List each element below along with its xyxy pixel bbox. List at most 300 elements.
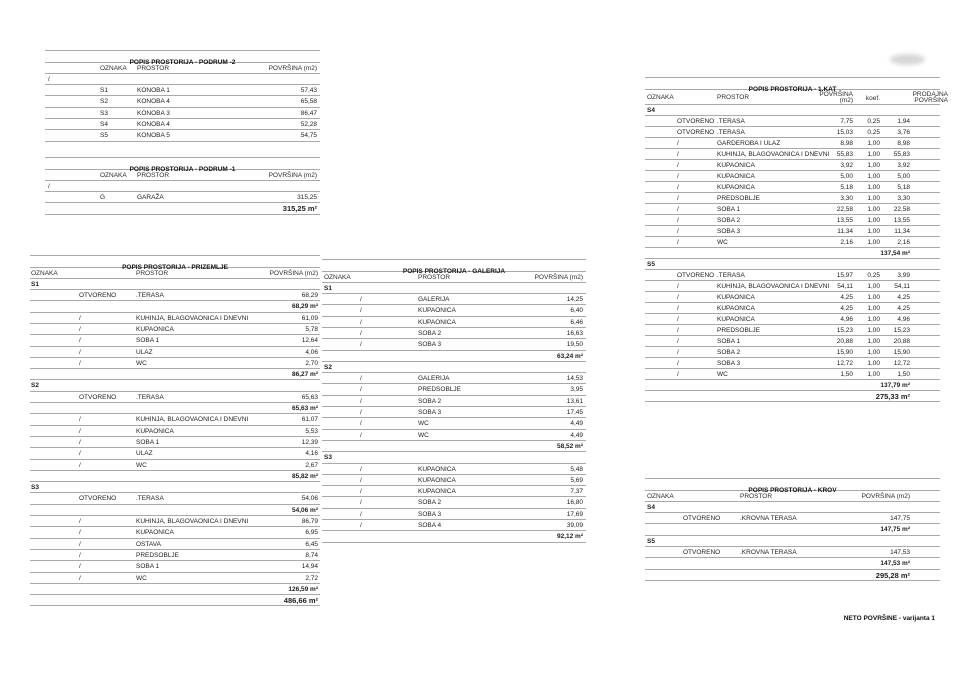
table-row xyxy=(45,85,320,96)
cell-prostor: .TERASA xyxy=(136,292,164,300)
table-row xyxy=(645,105,940,116)
cell-sale-area: 275,33 m² xyxy=(875,391,910,401)
cell-area: 65,58 xyxy=(300,98,317,106)
footer-note: NETO POVRŠINE - varijanta 1 xyxy=(843,615,935,622)
cell-sale-area: 4,25 xyxy=(897,304,910,312)
cell-area: 85,82 m² xyxy=(291,472,318,480)
cell-oznaka: S1 xyxy=(100,87,108,95)
table-row xyxy=(30,313,320,324)
table-title xyxy=(45,158,320,173)
table-body xyxy=(30,279,320,607)
table-title-text: POPIS PROSTORIJA - PRIZEMLJE xyxy=(122,264,228,271)
cell-sale-area: 13,55 xyxy=(893,216,910,224)
cell-area: 39,09 xyxy=(566,522,583,530)
header-koef: koef. xyxy=(865,94,880,102)
cell-prostor: SOBA 3 xyxy=(418,409,442,417)
table-row xyxy=(322,373,586,384)
cell-oznaka: S2 xyxy=(31,382,39,390)
table-row xyxy=(322,283,586,294)
table-row xyxy=(645,380,940,391)
cell-prostor: KUHINJA, BLAGOVAONICA I DNEVNI xyxy=(136,314,249,322)
table-row xyxy=(322,486,586,497)
cell-type: / xyxy=(677,172,679,180)
table-row xyxy=(645,226,940,237)
cell-type: OTVORENO xyxy=(79,292,117,300)
table-row xyxy=(322,509,586,520)
cell-area: 5,48 xyxy=(570,465,583,473)
table-row xyxy=(30,414,320,425)
cell-koef: 1,00 xyxy=(867,293,880,301)
cell-type: / xyxy=(677,326,679,334)
cell-prostor: PREDSOBLJE xyxy=(136,551,179,559)
header-prodajna-line1: PRODAJNA xyxy=(912,90,948,98)
header-prostor: PROSTOR xyxy=(740,492,773,500)
table-row xyxy=(45,203,320,214)
cell-type: / xyxy=(360,375,362,383)
cell-area: 2,72 xyxy=(305,574,318,582)
cell-type: / xyxy=(677,150,679,158)
cell-prostor: SOBA 3 xyxy=(418,341,442,349)
cell-prostor: KUPAONICA xyxy=(418,307,456,315)
cell-area: 14,25 xyxy=(566,296,583,304)
cell-sale-area: 15,23 xyxy=(893,326,910,334)
cell-type: / xyxy=(79,574,81,582)
cell-prostor: WC xyxy=(136,461,147,469)
cell-area: 54,06 xyxy=(301,495,318,503)
cell-koef: 1,00 xyxy=(867,348,880,356)
table-row xyxy=(45,192,320,203)
table-row xyxy=(30,369,320,380)
cell-type: / xyxy=(360,522,362,530)
table-row xyxy=(322,328,586,339)
cell-area: 7,37 xyxy=(570,488,583,496)
cell-area: 92,12 m² xyxy=(556,533,583,541)
cell-oznaka: S4 xyxy=(100,120,108,128)
cell-prostor: KUPAONICA xyxy=(418,465,456,473)
header-prostor: PROSTOR xyxy=(717,93,750,101)
table-row xyxy=(645,116,940,127)
cell-area: 15,03 xyxy=(836,128,853,136)
cell-area: 12,64 xyxy=(301,337,318,345)
cell-oznaka: S4 xyxy=(647,106,655,114)
table-row xyxy=(322,294,586,305)
cell-prostor: GALERIJA xyxy=(418,375,450,383)
table-title-text: POPIS PROSTORIJA - KROV xyxy=(748,487,837,494)
table-row xyxy=(322,497,586,508)
cell-sale-area: 8,98 xyxy=(897,139,910,147)
cell-sale-area: 1,50 xyxy=(897,370,910,378)
cell-area: 57,43 xyxy=(300,87,317,95)
table-row xyxy=(322,520,586,531)
table-header xyxy=(45,63,320,74)
table-row xyxy=(30,426,320,437)
cell-prostor: .TERASA xyxy=(717,128,745,136)
cell-type: / xyxy=(360,465,362,473)
table-row xyxy=(30,392,320,403)
table-row xyxy=(645,303,940,314)
cell-prostor: KUPAONICA xyxy=(418,476,456,484)
cell-sale-area: 3,92 xyxy=(897,161,910,169)
cell-koef: 1,00 xyxy=(867,172,880,180)
header-prodajna-line2: POVRŠINA xyxy=(914,97,948,104)
header-prostor: PROSTOR xyxy=(136,269,169,277)
cell-area: 65,63 m² xyxy=(291,405,318,413)
cell-sale-area: 5,18 xyxy=(897,183,910,191)
header-oznaka: OZNAKA xyxy=(647,93,674,101)
cell-type: OTVORENO xyxy=(79,393,117,401)
table-header xyxy=(645,90,948,105)
cell-prostor: PREDSOBLJE xyxy=(418,386,461,394)
cell-prostor: GALERIJA xyxy=(418,296,450,304)
cell-area: 17,69 xyxy=(566,510,583,518)
cell-area: 15,97 xyxy=(836,271,853,279)
cell-type: / xyxy=(79,348,81,356)
cell-type: / xyxy=(677,370,679,378)
cell-prostor: PREDSOBLJE xyxy=(717,326,760,334)
table-header xyxy=(322,272,586,283)
table-body xyxy=(45,74,320,142)
table-row xyxy=(322,351,586,362)
table-row xyxy=(30,561,320,572)
cell-area: 1,50 xyxy=(840,370,853,378)
cell-prostor: .TERASA xyxy=(717,271,745,279)
cell-sale-area: 4,25 xyxy=(897,293,910,301)
cell-sale-area: 22,58 xyxy=(893,205,910,213)
table-row xyxy=(322,452,586,463)
cell-prostor: KUPAONICA xyxy=(136,427,174,435)
cell-prostor: SOBA 2 xyxy=(418,397,442,405)
cell-prostor: KUPAONICA xyxy=(717,172,755,180)
table-body xyxy=(322,283,586,543)
cell-prostor: SOBA 3 xyxy=(717,359,741,367)
cell-type: / xyxy=(79,314,81,322)
cell-area: 2,70 xyxy=(305,359,318,367)
table-row xyxy=(322,339,586,350)
table-row xyxy=(645,369,940,380)
cell-type: / xyxy=(360,386,362,394)
header-povrsina: POVRŠINA (m2) xyxy=(269,269,318,277)
cell-prostor: .KROVNA TERASA xyxy=(740,515,797,523)
table-prizemlje xyxy=(30,255,320,606)
cell-koef: 1,00 xyxy=(867,337,880,345)
table-row xyxy=(645,558,940,569)
header-povrsina: POVRŠINA (m2) xyxy=(268,171,317,179)
cell-area: 147,75 m² xyxy=(880,526,910,534)
cell-koef: 1,00 xyxy=(867,282,880,290)
cell-area: 54,75 xyxy=(300,132,317,140)
cell-prostor: KONOBA 5 xyxy=(137,132,170,140)
cell-prostor: .KROVNA TERASA xyxy=(740,548,797,556)
table-row xyxy=(30,290,320,301)
cell-oznaka: S1 xyxy=(31,280,39,288)
table-row xyxy=(322,407,586,418)
header-povrsina-line1: POVRŠINA xyxy=(819,90,853,98)
cell-type: / xyxy=(677,348,679,356)
cell-prostor: SOBA 1 xyxy=(136,563,160,571)
cell-prostor: SOBA 1 xyxy=(717,205,741,213)
table-row xyxy=(45,108,320,119)
cell-area: 52,28 xyxy=(300,120,317,128)
table-row xyxy=(645,160,940,171)
cell-koef: 1,00 xyxy=(867,194,880,202)
table-row xyxy=(645,502,940,513)
cell-type: / xyxy=(360,318,362,326)
cell-type: / xyxy=(79,450,81,458)
cell-area: 7,75 xyxy=(840,117,853,125)
cell-sale-area: 1,94 xyxy=(897,117,910,125)
table-row xyxy=(645,314,940,325)
header-povrsina: POVRŠINA (m2) xyxy=(861,492,910,500)
cell-area: 63,24 m² xyxy=(556,352,583,360)
cell-sale-area: 11,34 xyxy=(894,227,910,235)
cell-sale-area: 12,72 xyxy=(893,359,910,367)
cell-prostor: KUHINJA, BLAGOVAONICA I DNEVNI xyxy=(717,282,830,290)
table-row xyxy=(30,448,320,459)
cell-prostor: GARDEROBA I ULAZ xyxy=(717,139,781,147)
cell-area: 17,45 xyxy=(566,409,583,417)
cell-prostor: KUHINJA, BLAGOVAONICA I DNEVNI xyxy=(136,416,249,424)
cell-sale-area: 5,00 xyxy=(897,172,910,180)
cell-area: 4,25 xyxy=(840,304,853,312)
cell-prostor: PREDSOBLJE xyxy=(717,194,760,202)
cell-koef: 1,00 xyxy=(867,238,880,246)
cell-area: 22,58 xyxy=(836,205,853,213)
cell-sale-area: 137,79 m² xyxy=(880,381,910,389)
cell-type: / xyxy=(79,563,81,571)
cell-prostor: SOBA 2 xyxy=(717,216,741,224)
table-header xyxy=(645,491,940,502)
cell-type: / xyxy=(79,551,81,559)
cell-area: 5,00 xyxy=(840,172,853,180)
table-row xyxy=(30,527,320,538)
table-row xyxy=(645,336,940,347)
cell-area: 4,16 xyxy=(305,450,318,458)
cell-oznaka: S5 xyxy=(100,132,108,140)
cell-area: 58,52 m² xyxy=(556,442,583,450)
cell-sale-area: 3,76 xyxy=(897,128,910,136)
cell-slash-marker: / xyxy=(48,182,50,190)
cell-area: 8,98 xyxy=(840,139,853,147)
cell-area: 3,92 xyxy=(840,161,853,169)
header-povrsina: POVRŠINA (m2) xyxy=(534,273,583,281)
cell-area: 86,27 m² xyxy=(291,371,318,379)
cell-area: 11,34 xyxy=(837,227,853,235)
table-row xyxy=(322,362,586,373)
table-body xyxy=(45,181,320,215)
table-row xyxy=(322,418,586,429)
cell-prostor: KONOBA 4 xyxy=(137,120,170,128)
cell-type: / xyxy=(79,438,81,446)
cell-area: 126,59 m² xyxy=(288,585,318,593)
cell-sale-area: 3,99 xyxy=(897,271,910,279)
cell-area: 6,45 xyxy=(305,540,318,548)
cell-koef: 1,00 xyxy=(867,315,880,323)
table-row xyxy=(322,531,586,542)
table-row xyxy=(645,570,940,581)
cell-area: 12,72 xyxy=(836,359,853,367)
cell-type: / xyxy=(79,518,81,526)
cell-prostor: KUPAONICA xyxy=(717,315,755,323)
cell-prostor: ULAZ xyxy=(136,450,153,458)
cell-prostor: .TERASA xyxy=(136,393,164,401)
cell-type: / xyxy=(79,461,81,469)
cell-area: 4,49 xyxy=(570,431,583,439)
cell-sale-area: 3,30 xyxy=(897,194,910,202)
cell-prostor: KUPAONICA xyxy=(136,529,174,537)
table-row xyxy=(645,182,940,193)
cell-prostor: KONOBA 3 xyxy=(137,109,170,117)
table-galerija xyxy=(322,259,586,543)
cell-prostor: KUPAONICA xyxy=(717,183,755,191)
table-krov xyxy=(645,478,940,581)
cell-type: / xyxy=(677,238,679,246)
cell-koef: 1,00 xyxy=(867,161,880,169)
header-povrsina-line2: (m2) xyxy=(839,97,853,104)
cell-area: 3,95 xyxy=(570,386,583,394)
cell-type: / xyxy=(79,359,81,367)
table-title-text: POPIS PROSTORIJA - PODRUM -2 xyxy=(129,59,236,66)
cell-area: 315,25 m² xyxy=(282,204,317,214)
cell-area: 2,67 xyxy=(305,461,318,469)
cell-type: / xyxy=(677,315,679,323)
cell-area: 86,79 xyxy=(301,518,318,526)
cell-area: 65,63 xyxy=(301,393,318,401)
cell-oznaka: S3 xyxy=(100,109,108,117)
cell-koef: 1,00 xyxy=(867,150,880,158)
header-oznaka: OZNAKA xyxy=(647,492,674,500)
cell-type: / xyxy=(360,341,362,349)
table-row xyxy=(30,380,320,391)
cell-type: / xyxy=(79,427,81,435)
table-title-text: POPIS PROSTORIJA - GALERIJA xyxy=(402,268,506,275)
table-podrum-1 xyxy=(45,157,320,215)
cell-area: 86,47 xyxy=(300,109,317,117)
table-header xyxy=(30,268,320,279)
table-row xyxy=(645,292,940,303)
cell-prostor: SOBA 2 xyxy=(717,348,741,356)
table-row xyxy=(45,119,320,130)
table-row xyxy=(645,138,940,149)
cell-type: / xyxy=(360,329,362,337)
cell-type: / xyxy=(360,409,362,417)
cell-area: 15,23 xyxy=(836,326,853,334)
table-row xyxy=(322,430,586,441)
cell-type: / xyxy=(677,161,679,169)
table-row xyxy=(322,305,586,316)
table-row xyxy=(645,248,940,259)
cell-prostor: WC xyxy=(136,359,147,367)
cell-koef: 1,00 xyxy=(867,304,880,312)
cell-sale-area: 2,16 xyxy=(897,238,910,246)
table-title xyxy=(645,78,940,93)
cell-type: / xyxy=(677,293,679,301)
cell-koef: 1,00 xyxy=(867,370,880,378)
table-row xyxy=(30,324,320,335)
cell-type: / xyxy=(360,307,362,315)
cell-area: 315,25 xyxy=(297,194,317,202)
cell-type: OTVORENO xyxy=(683,548,721,556)
table-1kat xyxy=(645,77,948,402)
cell-koef: 1,00 xyxy=(867,205,880,213)
table-row xyxy=(30,584,320,595)
cell-sale-area: 15,90 xyxy=(893,348,910,356)
cell-area: 55,83 xyxy=(836,150,853,158)
table-row xyxy=(45,130,320,141)
cell-area: 4,25 xyxy=(840,293,853,301)
cell-type: / xyxy=(79,416,81,424)
table-header xyxy=(45,170,320,181)
cell-oznaka: S1 xyxy=(324,284,332,292)
cell-area: 6,95 xyxy=(305,529,318,537)
table-row xyxy=(322,464,586,475)
cell-area: 68,29 m² xyxy=(291,303,318,311)
cell-area: 4,96 xyxy=(840,315,853,323)
cell-type: / xyxy=(360,510,362,518)
table-row xyxy=(645,215,940,226)
header-prodajna xyxy=(913,92,948,105)
cell-area: 6,46 xyxy=(570,318,583,326)
cell-koef: 1,00 xyxy=(867,183,880,191)
cell-area: 13,61 xyxy=(566,397,583,405)
cell-prostor: KONOBA 4 xyxy=(137,98,170,106)
cell-koef: 1,00 xyxy=(867,216,880,224)
cell-prostor: KUPAONICA xyxy=(418,318,456,326)
cell-type: / xyxy=(79,337,81,345)
header-oznaka: OZNAKA xyxy=(100,64,127,72)
cell-oznaka: S5 xyxy=(647,537,655,545)
cell-type: / xyxy=(677,304,679,312)
cell-koef: 0,25 xyxy=(867,271,880,279)
cell-prostor: SOBA 3 xyxy=(418,510,442,518)
table-row xyxy=(645,325,940,336)
table-title xyxy=(645,479,940,494)
cell-oznaka: S4 xyxy=(647,503,655,511)
cell-koef: 0,25 xyxy=(867,128,880,136)
cell-prostor: OSTAVA xyxy=(136,540,161,548)
cell-area: 14,53 xyxy=(566,375,583,383)
cell-prostor: .TERASA xyxy=(136,495,164,503)
table-row xyxy=(645,127,940,138)
cell-prostor: KONOBA 1 xyxy=(137,87,170,95)
cell-prostor: KUHINJA, BLAGOVAONICA I DNEVNI xyxy=(136,518,249,526)
table-podrum-2 xyxy=(45,50,320,142)
header-oznaka: OZNAKA xyxy=(31,269,58,277)
table-row xyxy=(30,505,320,516)
cell-type: / xyxy=(360,488,362,496)
cell-area: 14,94 xyxy=(301,563,318,571)
cell-oznaka: S2 xyxy=(324,363,332,371)
cell-koef: 1,00 xyxy=(867,359,880,367)
header-prostor: PROSTOR xyxy=(137,64,170,72)
cell-area: 6,40 xyxy=(570,307,583,315)
cell-area: 147,75 xyxy=(890,515,910,523)
cell-prostor: KUPAONICA xyxy=(717,161,755,169)
table-row xyxy=(322,396,586,407)
table-row xyxy=(645,524,940,535)
table-row xyxy=(645,193,940,204)
cell-prostor: WC xyxy=(717,370,728,378)
cell-type: OTVORENO xyxy=(79,495,117,503)
cell-area: 4,06 xyxy=(305,348,318,356)
cell-prostor: SOBA 2 xyxy=(418,499,442,507)
cell-type: OTVORENO xyxy=(677,128,715,136)
cell-area: 4,49 xyxy=(570,420,583,428)
table-row xyxy=(645,259,940,270)
table-body xyxy=(645,105,940,402)
table-row xyxy=(30,573,320,584)
table-row xyxy=(30,460,320,471)
cell-prostor: ULAZ xyxy=(136,348,153,356)
